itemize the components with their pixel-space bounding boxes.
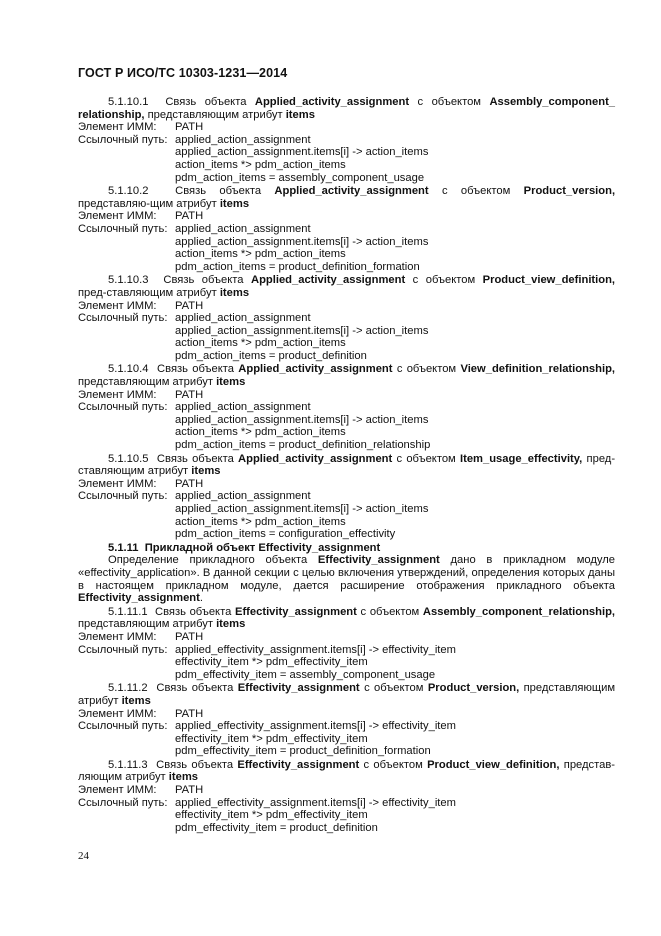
- section-5-1-10-5: [78, 453, 615, 541]
- path-cont: effectivity_item *> pdm_effectivity_item: [175, 732, 368, 745]
- path-cont: pdm_action_items = assembly_component_usage: [175, 171, 425, 184]
- section-heading: 5.1.10.3 Связь объекта Applied_activity_assignment с объектом Product_view_definition, пред-ставляющим атрибут items: [78, 274, 616, 299]
- path-cont: pdm_action_items = product_definition_relationship: [175, 439, 431, 452]
- subsection-5-1-11: [78, 542, 615, 605]
- path-line: Ссылочный путь: applied_action_assignment: [78, 401, 311, 414]
- element-line: Элемент ИММ: PATH: [78, 630, 204, 643]
- path-cont: applied_action_assignment.items[i] -> action_items: [175, 413, 429, 426]
- path-line: Ссылочный путь: applied_action_assignment: [78, 490, 311, 503]
- page-number: 24: [78, 850, 89, 862]
- path-cont: pdm_effectivity_item = product_definition: [175, 821, 378, 834]
- section-heading: 5.1.10.1 Связь объекта Applied_activity_assignment с объектом Assembly_component_ relationship, представляющим атрибут items: [78, 96, 616, 121]
- element-line: Элемент ИММ: PATH: [78, 784, 204, 797]
- path-cont: action_items *> pdm_action_items: [175, 337, 346, 350]
- path-cont: pdm_effectivity_item = product_definition_formation: [175, 745, 431, 758]
- path-cont: applied_action_assignment.items[i] -> action_items: [175, 235, 429, 248]
- section-5-1-10-3: [78, 274, 615, 362]
- element-line: Элемент ИММ: PATH: [78, 388, 204, 401]
- path-cont: applied_action_assignment.items[i] -> action_items: [175, 324, 429, 337]
- section-5-1-10-2: [78, 185, 615, 273]
- subsection-paragraph: Определение прикладного объекта Effectivity_assignment дано в прикладном модуле «effectivity_application». В данной секции с целью включения утверждений, определения которых даны в настоящем прикладном модуле, дается расширение отображения прикладного объекта Effectivity_assignment.: [78, 554, 616, 605]
- document-body: [78, 95, 615, 834]
- section-5-1-11-3: [78, 759, 615, 835]
- path-line: Ссылочный путь: applied_effectivity_assignment.items[i] -> effectivity_item: [78, 643, 456, 656]
- path-cont: pdm_action_items = product_definition: [175, 349, 367, 362]
- section-heading: 5.1.10.5 Связь объекта Applied_activity_assignment с объектом Item_usage_effectivity, пред-ставляющим атрибут items: [78, 452, 616, 478]
- path-cont: pdm_action_items = configuration_effectivity: [175, 528, 396, 541]
- path-line: Ссылочный путь: applied_effectivity_assignment.items[i] -> effectivity_item: [78, 720, 456, 733]
- path-cont: applied_action_assignment.items[i] -> action_items: [175, 503, 429, 515]
- path-cont: pdm_effectivity_item = assembly_component_usage: [175, 668, 436, 681]
- path-cont: applied_action_assignment.items[i] -> action_items: [175, 146, 429, 159]
- section-heading: 5.1.11.2 Связь объекта Effectivity_assignment с объектом Product_version, представляющим атрибут items: [78, 682, 616, 707]
- section-5-1-11-2: [78, 682, 615, 758]
- element-line: Элемент ИММ: PATH: [78, 210, 204, 223]
- path-cont: effectivity_item *> pdm_effectivity_item: [175, 656, 368, 669]
- section-heading: 5.1.10.2 Связь объекта Applied_activity_assignment с объектом Product_version, представляю-щим атрибут items: [78, 185, 616, 210]
- section-heading: 5.1.11.1 Связь объекта Effectivity_assignment с объектом Assembly_component_relationship, представляющим атрибут items: [78, 605, 616, 631]
- element-line: Элемент ИММ: PATH: [78, 477, 204, 490]
- element-line: Элемент ИММ: PATH: [78, 299, 204, 312]
- path-cont: action_items *> pdm_action_items: [175, 426, 346, 439]
- path-line: Ссылочный путь: applied_action_assignment: [78, 312, 311, 325]
- section-5-1-10-4: [78, 363, 615, 451]
- element-line: Элемент ИММ: PATH: [78, 707, 204, 720]
- element-line: Элемент ИММ: PATH: [78, 121, 204, 134]
- document-header: ГОСТ Р ИСО/ТС 10303-1231—2014: [78, 66, 288, 80]
- subsection-title: 5.1.11 Прикладной объект Effectivity_assignment: [108, 541, 381, 554]
- path-line: Ссылочный путь: applied_effectivity_assignment.items[i] -> effectivity_item: [78, 796, 456, 809]
- section-heading: 5.1.11.3 Связь объекта Effectivity_assignment с объектом Product_view_definition, представ-ляющим атрибут items: [78, 758, 616, 784]
- path-line: Ссылочный путь: applied_action_assignment: [78, 222, 311, 235]
- section-heading: 5.1.10.4 Связь объекта Applied_activity_assignment с объектом View_definition_relationship, представляющим атрибут items: [78, 363, 616, 389]
- path-cont: action_items *> pdm_action_items: [175, 248, 346, 261]
- path-cont: action_items *> pdm_action_items: [175, 158, 346, 171]
- path-cont: effectivity_item *> pdm_effectivity_item: [175, 809, 368, 822]
- section-5-1-11-1: [78, 606, 615, 682]
- section-5-1-10-1: [78, 96, 615, 184]
- path-line: Ссылочный путь: applied_action_assignment: [78, 133, 311, 146]
- path-cont: pdm_action_items = product_definition_formation: [175, 260, 420, 273]
- path-cont: action_items *> pdm_action_items: [175, 515, 346, 528]
